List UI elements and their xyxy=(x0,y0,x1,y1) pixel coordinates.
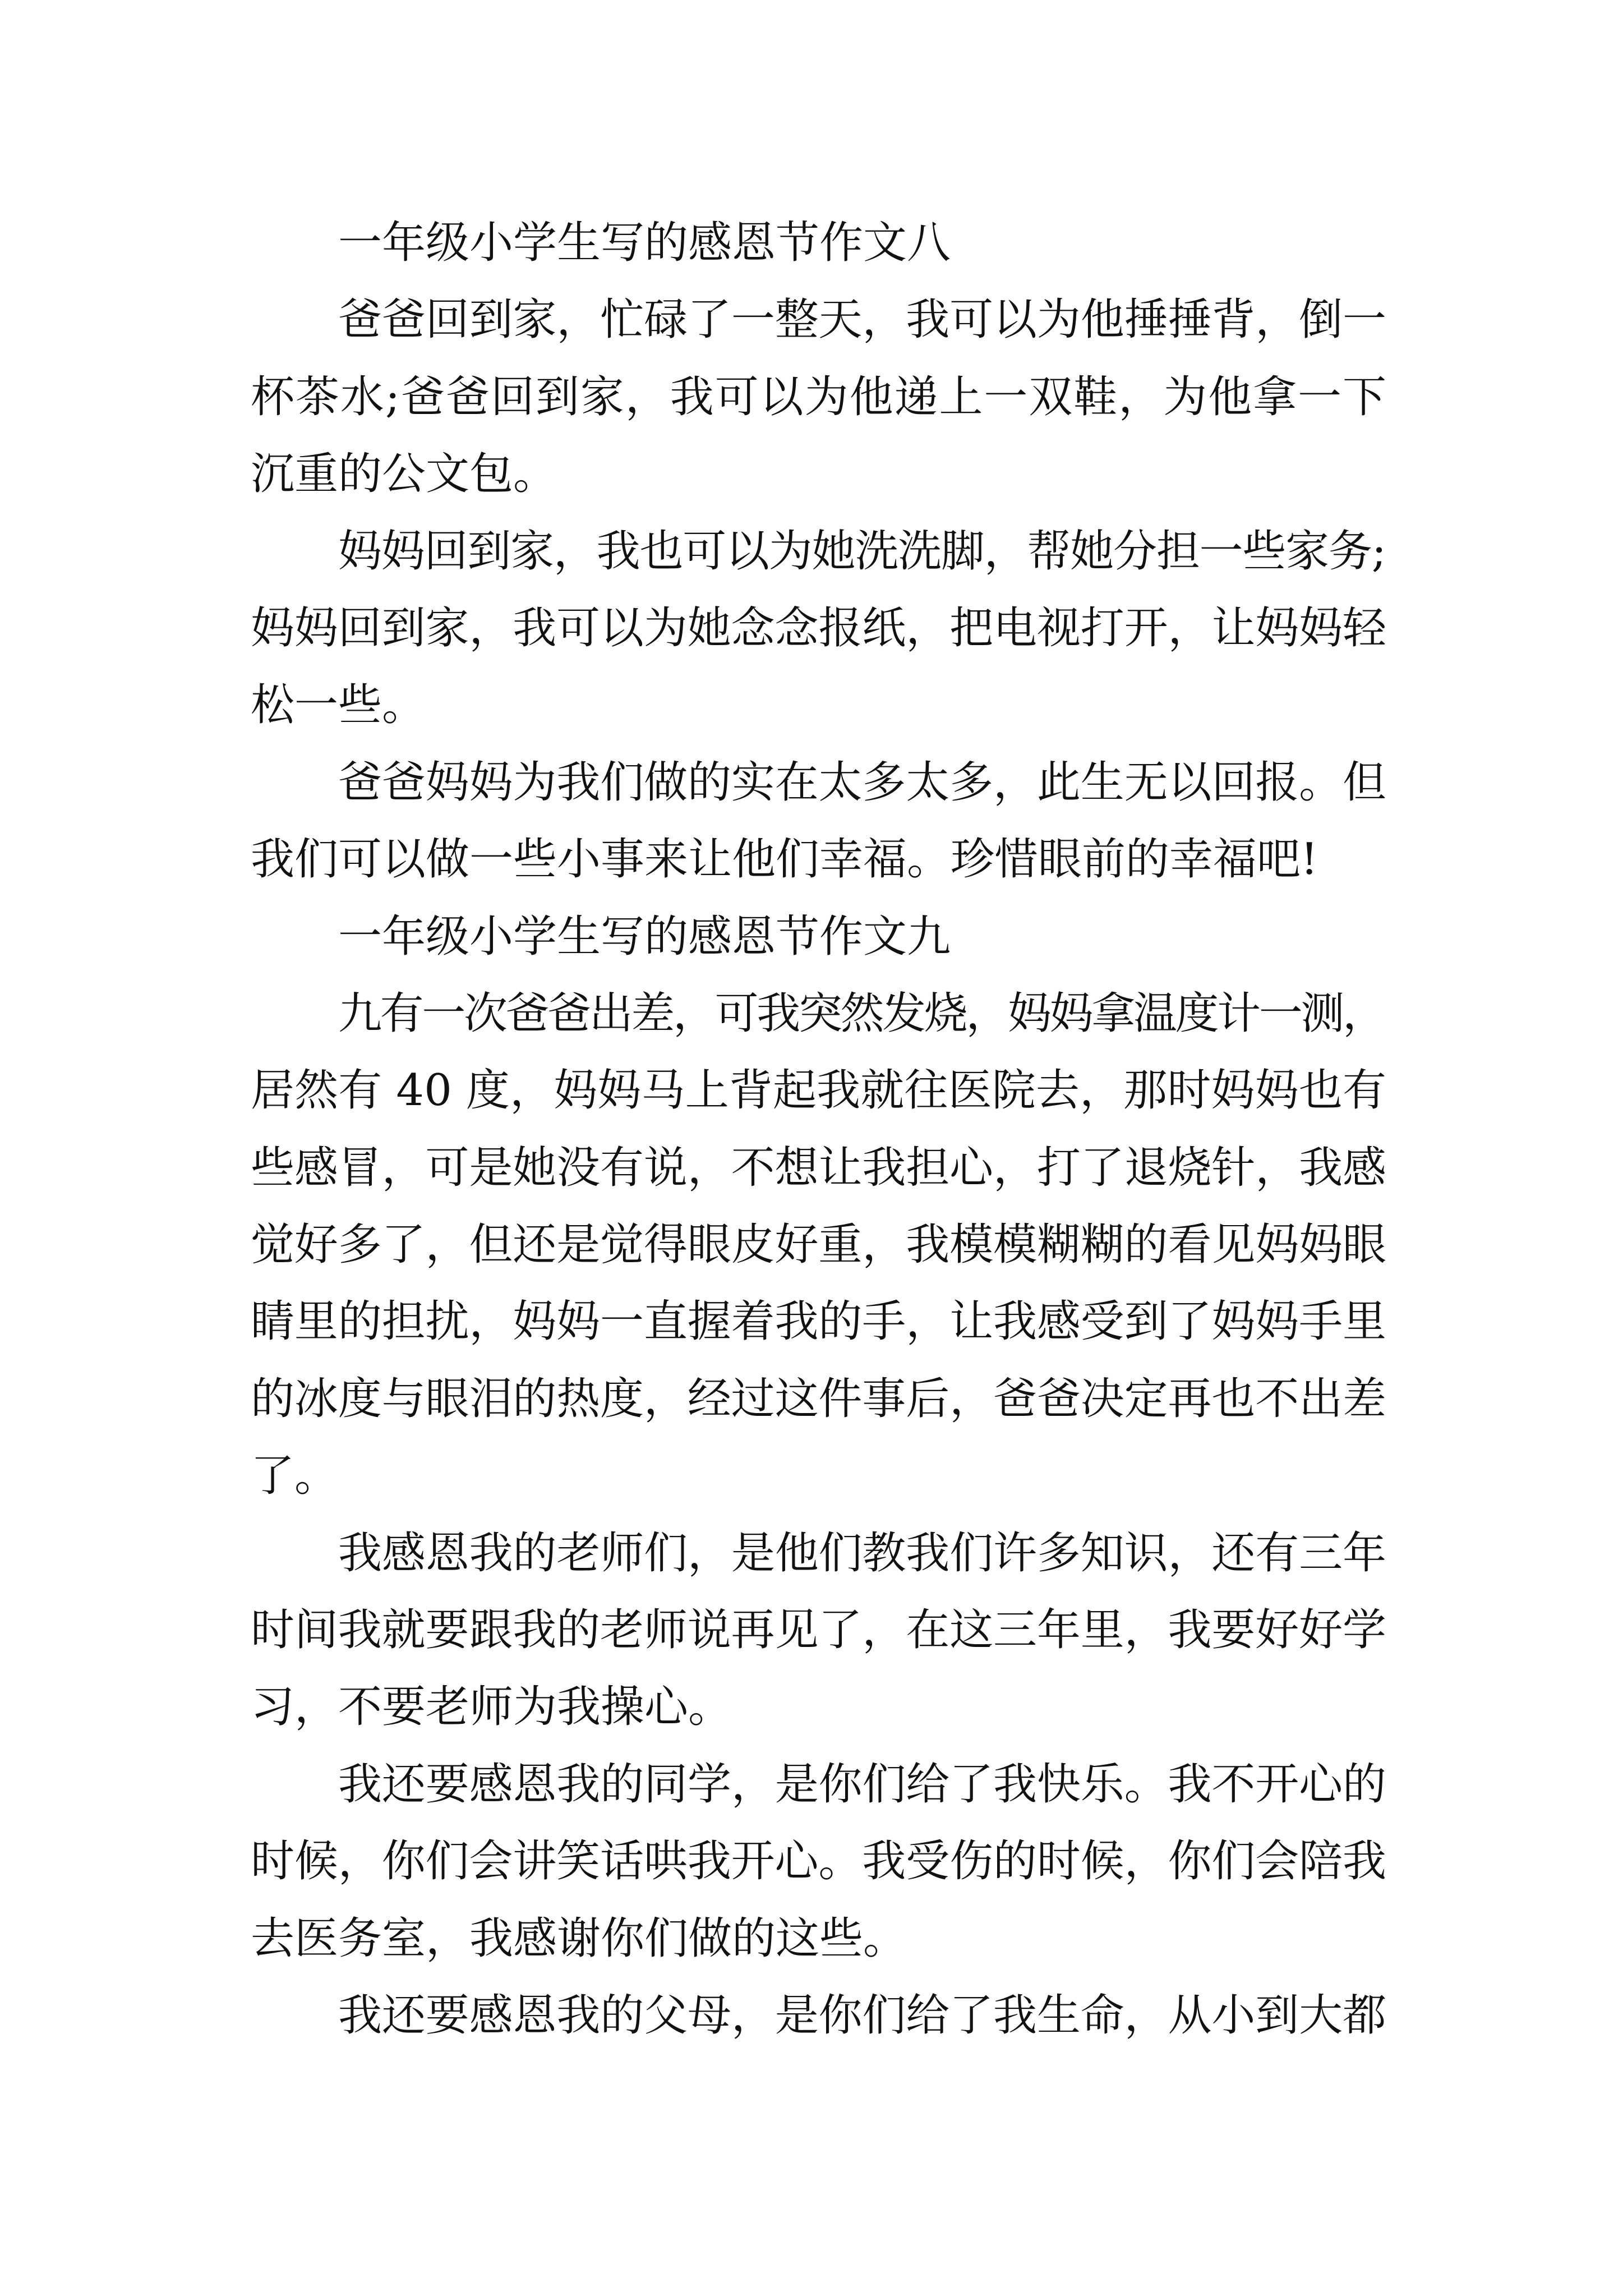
text-line xyxy=(251,1901,1386,1977)
line-text: 习，不要老师为我操心。 xyxy=(251,1682,732,1733)
line-text: 我还要感恩我的父母，是你们给了我生命，从小到大都 xyxy=(338,1990,1386,2041)
text-line xyxy=(251,1823,1386,1900)
line-text: 了。 xyxy=(251,1451,339,1502)
text-line xyxy=(251,1438,1386,1515)
line-text: 些感冒，可是她没有说，不想让我担心，打了退烧针，我感 xyxy=(251,1142,1386,1193)
text-line xyxy=(251,359,1386,436)
text-line xyxy=(251,1746,1386,1823)
line-text: 我还要感恩我的同学，是你们给了我快乐。我不开心的 xyxy=(338,1759,1386,1810)
line-text: 沉重的公文包。 xyxy=(251,449,557,500)
section-eight xyxy=(251,205,1386,899)
paragraph xyxy=(251,513,1386,744)
text-line xyxy=(251,976,1386,1052)
text-line xyxy=(251,436,1386,513)
line-text: 我感恩我的老师们，是他们教我们许多知识，还有三年 xyxy=(338,1527,1386,1579)
line-text: 爸爸回到家，忙碌了一整天，我可以为他捶捶背，倒一 xyxy=(338,295,1386,346)
paragraph xyxy=(251,744,1386,899)
text-line xyxy=(251,1977,1386,2054)
line-text: 居然有 40 度，妈妈马上背起我就往医院去，那时妈妈也有 xyxy=(251,1065,1387,1116)
text-line xyxy=(251,282,1386,358)
line-text: 的冰度与眼泪的热度，经过这件事后，爸爸决定再也不出差 xyxy=(251,1373,1386,1424)
line-text: 妈妈回到家，我也可以为她洗洗脚，帮她分担一些家务; xyxy=(338,526,1386,577)
text-line xyxy=(251,667,1386,744)
line-text: 九有一次爸爸出差，可我突然发烧，妈妈拿温度计一测， xyxy=(338,988,1385,1039)
document-body xyxy=(251,205,1386,2054)
line-text: 杯茶水;爸爸回到家，我可以为他递上一双鞋，为他拿一下 xyxy=(251,371,1387,422)
line-text: 觉好多了，但还是觉得眼皮好重，我模模糊糊的看见妈妈眼 xyxy=(251,1220,1386,1271)
line-text: 去医务室，我感谢你们做的这些。 xyxy=(251,1913,907,1964)
section-nine xyxy=(251,899,1386,2055)
paragraph xyxy=(251,1746,1386,1977)
text-line xyxy=(251,1592,1386,1669)
line-text: 睛里的担扰，妈妈一直握着我的手，让我感受到了妈妈手里 xyxy=(251,1296,1386,1347)
text-line xyxy=(251,590,1386,667)
text-line xyxy=(251,513,1386,590)
text-line xyxy=(251,1207,1386,1283)
text-line xyxy=(251,1130,1386,1207)
paragraph xyxy=(251,1977,1386,2054)
paragraph xyxy=(251,976,1386,1515)
text-line xyxy=(251,744,1386,821)
text-line xyxy=(251,1052,1386,1129)
line-text: 松一些。 xyxy=(251,680,426,731)
line-text: 妈妈回到家，我可以为她念念报纸，把电视打开，让妈妈轻 xyxy=(251,602,1386,654)
paragraph xyxy=(251,282,1386,513)
text-line xyxy=(251,1283,1386,1360)
paragraph xyxy=(251,1515,1386,1746)
line-text: 时候，你们会讲笑话哄我开心。我受伤的时候，你们会陪我 xyxy=(251,1836,1386,1887)
section-heading xyxy=(251,899,1386,976)
heading-text: 一年级小学生写的感恩节作文八 xyxy=(338,218,951,268)
section-heading xyxy=(251,205,1386,282)
text-line xyxy=(251,821,1386,898)
text-line xyxy=(251,1515,1386,1592)
text-line xyxy=(251,1361,1386,1438)
line-text: 我们可以做一些小事来让他们幸福。珍惜眼前的幸福吧! xyxy=(251,834,1318,885)
text-line xyxy=(251,1669,1386,1746)
line-text: 爸爸妈妈为我们做的实在太多太多，此生无以回报。但 xyxy=(338,757,1386,808)
heading-text: 一年级小学生写的感恩节作文九 xyxy=(338,911,951,962)
line-text: 时间我就要跟我的老师说再见了，在这三年里，我要好好学 xyxy=(251,1605,1386,1656)
